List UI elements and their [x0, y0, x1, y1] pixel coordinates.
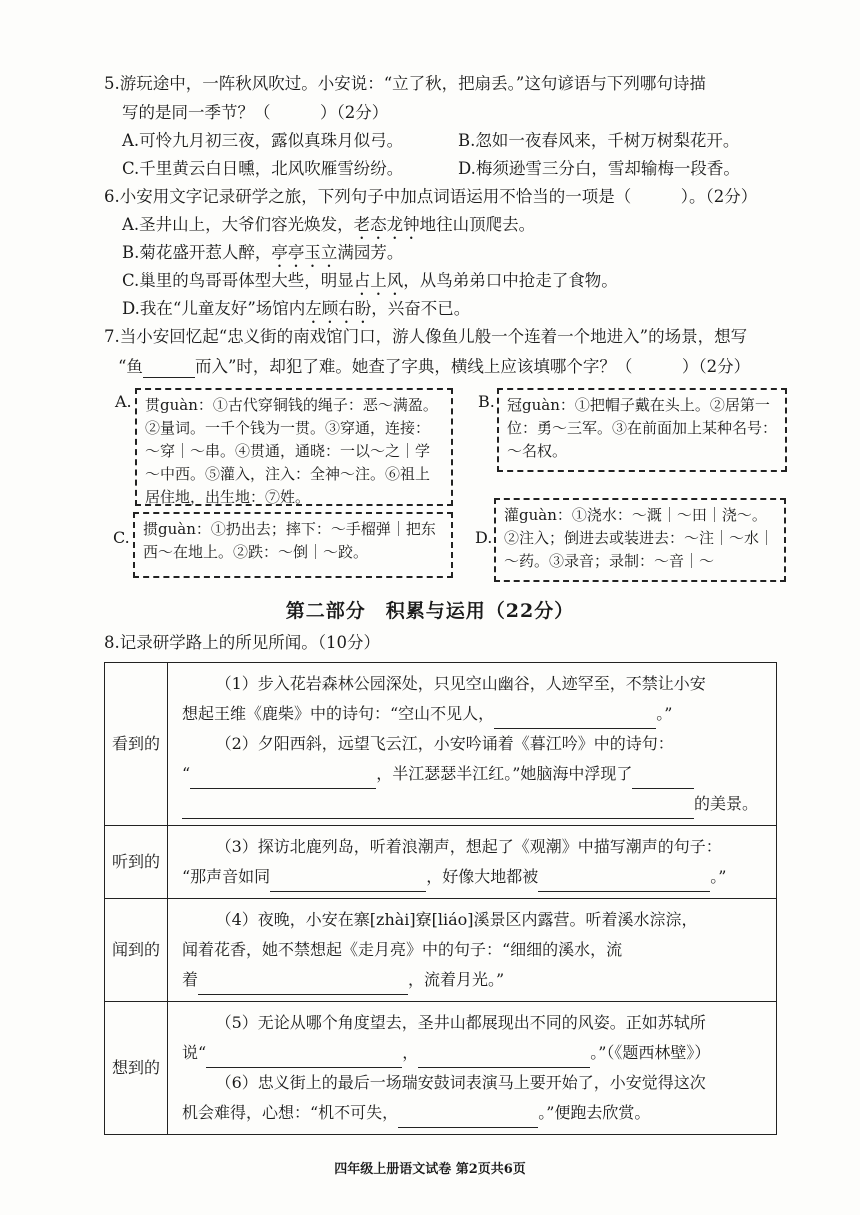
s6-pre: 机会难得，心想：“机不可失，	[182, 1103, 399, 1122]
s2-mid: ，半江瑟瑟半江红。”她脑海中浮现了	[376, 764, 633, 783]
s3-line1: （3）探访北鹿列岛，听着浪潮声，想起了《观潮》中描写潮声的句子：	[215, 837, 722, 856]
s1-post: 。”	[656, 704, 673, 723]
q7-line2-post: 而入”时，却犯了难。她查了字典，横线上应该填哪个字？（ ）（2分）	[194, 357, 751, 376]
s1-line1: （1）步入花岩森林公园深处，只见空山幽谷，人迹罕至，不禁让小安	[215, 674, 706, 693]
table-row	[105, 663, 777, 826]
s2-line3	[182, 789, 766, 819]
q6-b-pre: B.菊花盛开惹人醉，	[122, 243, 272, 262]
s3-line2	[182, 862, 766, 892]
q6-option-c	[122, 270, 618, 299]
q5-stem-line1: 5.游玩途中，一阵秋风吹过。小安说：“立了秋，把扇丢。”这句谚语与下列哪句诗描	[104, 74, 706, 93]
q7-label-b: B.	[478, 392, 495, 411]
s1-line2	[182, 699, 766, 729]
q6-a-dotted-word: 老态龙钟	[353, 215, 420, 234]
q6-b-post: 满园芳。	[337, 243, 404, 262]
s2-line2	[182, 759, 766, 789]
s6-line1: （6）忠义街上的最后一场瑞安鼓词表演马上要开始了，小安觉得这次	[215, 1073, 706, 1092]
q7-stem-line1: 7.当小安回忆起“忠义街的南戏馆门口，游人像鱼儿般一个连着一个地进入”的场景，想写	[104, 327, 748, 346]
q6-a-post: 地往山顶爬去。	[419, 215, 536, 234]
s5-line2	[182, 1038, 766, 1068]
s4-line1: （4）夜晚，小安在寨[zhài]寮[liáo]溪景区内露营。听着溪水淙淙，	[215, 910, 698, 929]
s4-blank[interactable]	[198, 974, 408, 995]
row-content-heard	[168, 826, 777, 899]
s5-blank-1[interactable]	[206, 1047, 402, 1068]
q7-label-a: A.	[115, 392, 132, 411]
q8-table	[104, 662, 777, 1135]
q6-option-b	[122, 242, 403, 271]
row-header-heard: 听到的	[105, 826, 168, 899]
q6-b-dotted-word: 亭亭玉立	[271, 243, 338, 262]
q6-option-d	[122, 298, 470, 327]
s4-line2: 闻着花香，她不禁想起《走月亮》中的句子：“细细的溪水，流	[182, 940, 623, 959]
q5-option-b: B.忽如一夜春风来，千树万树梨花开。	[458, 131, 740, 150]
table-row	[105, 826, 777, 899]
s3-post: 。”	[710, 867, 727, 886]
s3-mid: ，好像大地都被	[426, 867, 539, 886]
q7-label-c: C.	[113, 528, 130, 547]
q6-d-pre: D.我在“儿童友好”场馆内	[122, 299, 306, 318]
s5-blank-2[interactable]	[418, 1047, 590, 1068]
s4-post: ，流着月光。”	[408, 970, 505, 989]
s3-pre: “那声音如同	[182, 867, 271, 886]
s2-pre: “	[182, 764, 191, 783]
s1-blank[interactable]	[494, 708, 656, 729]
s2-blank-2b[interactable]	[182, 798, 694, 819]
s6-post: 。”便跑去欣赏。	[538, 1103, 651, 1122]
q6-c-post: ，从鸟弟弟口中抢走了食物。	[403, 271, 618, 290]
row-header-seen: 看到的	[105, 663, 168, 826]
q5-option-c: C.千里黄云白日曛，北风吹雁雪纷纷。	[122, 159, 404, 178]
q6-option-a	[122, 214, 535, 243]
table-row	[105, 899, 777, 1002]
q7-dictionary-box-d: 灌guàn：①浇水：～溉｜～田｜浇～。②注入；倒进去或装进去：～注｜～水｜～药。③录音；录制：～音｜～	[494, 498, 786, 582]
page-footer: 四年级上册语文试卷 第2页共6页	[334, 1162, 526, 1177]
s1-pre: 想起王维《鹿柴》中的诗句：“空山不见人，	[182, 704, 495, 723]
q7-stem-line2	[118, 356, 750, 378]
s4-line3	[182, 965, 766, 995]
q6-stem: 6.小安用文字记录研学之旅，下列句子中加点词语运用不恰当的一项是（ ）。（2分）	[104, 187, 758, 206]
q7-label-d: D.	[475, 528, 493, 547]
section-title: 第二部分 积累与运用（22分）	[285, 600, 575, 622]
s6-blank[interactable]	[398, 1107, 538, 1128]
q7-dictionary-box-c: 掼guàn：①扔出去；摔下：～手榴弹｜把东西～在地上。②跌：～倒｜～跤。	[133, 512, 453, 578]
row-header-thought: 想到的	[105, 1002, 168, 1135]
q6-d-dotted-word: 左顾右盼	[305, 299, 372, 318]
s5-line1: （5）无论从哪个角度望去，圣井山都展现出不同的风姿。正如苏轼所	[215, 1013, 706, 1032]
s2-blank-2a[interactable]	[632, 768, 694, 789]
q5-stem-line2: 写的是同一季节？（ ）（2分）	[122, 103, 389, 122]
q7-dictionary-box-b: 冠guàn：①把帽子戴在头上。②居第一位：勇～三军。③在前面加上某种名号：～名权。	[497, 388, 787, 472]
s3-blank-2[interactable]	[538, 871, 710, 892]
q5-option-a: A.可怜九月初三夜，露似真珠月似弓。	[122, 131, 404, 150]
s2-blank-1[interactable]	[190, 768, 376, 789]
q7-dictionary-box-a: 贯guàn：①古代穿铜钱的绳子：恶～满盈。②量词。一千个钱为一贯。③穿通，连接：～穿｜～串。④贯通，通晓：一以～之｜学～中西。⑤灌入，注入：全神～注。⑥祖上居住地，出生地：⑦姓。	[135, 388, 453, 506]
row-content-seen	[168, 663, 777, 826]
row-header-smelled: 闻到的	[105, 899, 168, 1002]
q7-answer-blank[interactable]	[143, 357, 195, 378]
q5-option-d: D.梅须逊雪三分白，雪却输梅一段香。	[458, 159, 740, 178]
q6-a-pre: A.圣井山上，大爷们容光焕发，	[122, 215, 354, 234]
s2-line1: （2）夕阳西斜，远望飞云江，小安吟诵着《暮江吟》中的诗句：	[215, 734, 674, 753]
q6-c-pre: C.巢里的鸟哥哥体型大些，明显	[122, 271, 354, 290]
q6-d-post: ，兴奋不已。	[371, 299, 471, 318]
s2-post: 的美景。	[694, 794, 759, 813]
q6-c-dotted-word: 占上风	[353, 271, 404, 290]
q8-title: 8.记录研学路上的所见所闻。（10分）	[104, 633, 380, 652]
s4-pre: 着	[182, 970, 199, 989]
row-content-thought	[168, 1002, 777, 1135]
table-row	[105, 1002, 777, 1135]
s5-pre: 说“	[182, 1043, 207, 1062]
s5-post: 。”（《题西林壁》）	[590, 1043, 711, 1062]
s6-line2	[182, 1098, 766, 1128]
row-content-smelled	[168, 899, 777, 1002]
q7-line2-pre: “鱼	[118, 357, 143, 376]
s3-blank-1[interactable]	[270, 871, 426, 892]
s5-mid: ，	[402, 1043, 419, 1062]
